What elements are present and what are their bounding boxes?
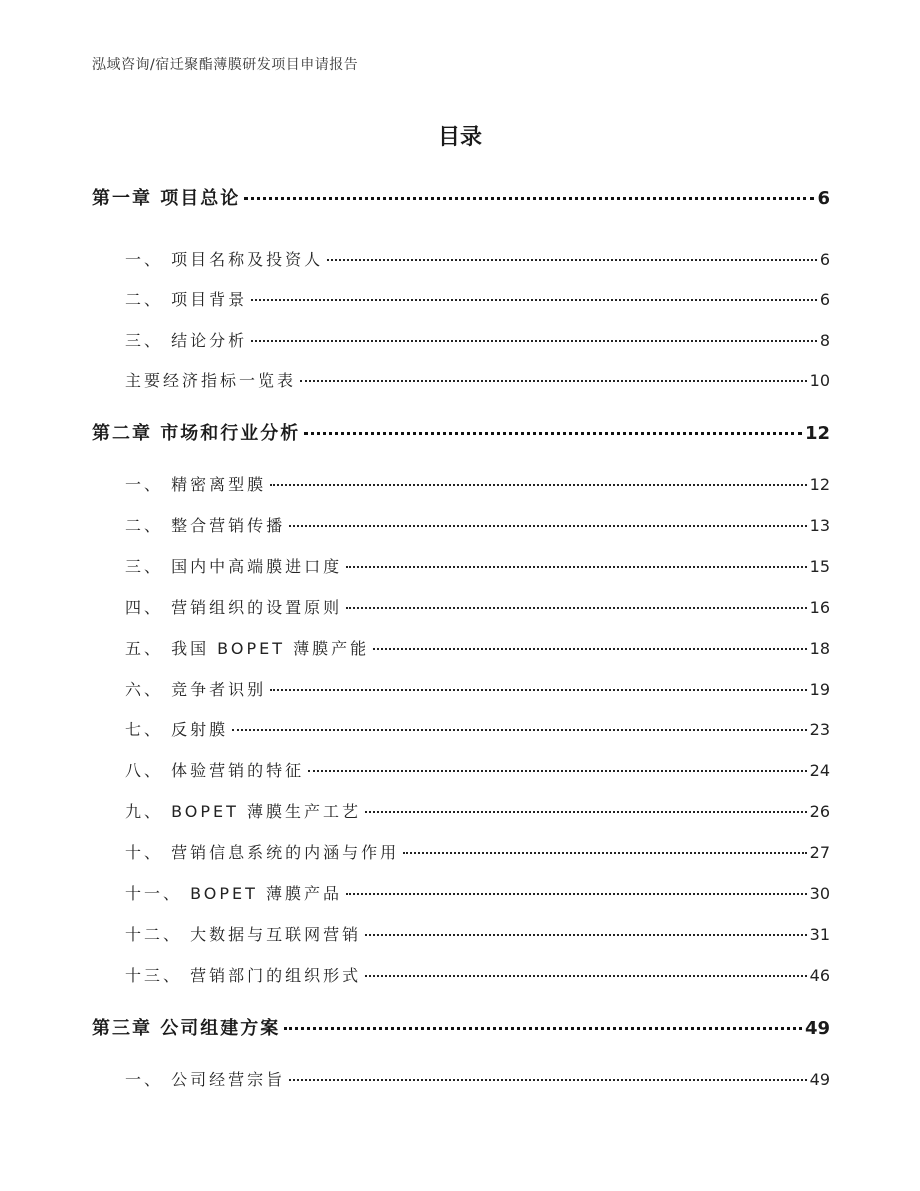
- toc-entry-page: 12: [809, 475, 830, 494]
- toc-entry-label: 十一、 BOPET 薄膜产品: [125, 884, 342, 903]
- toc-entry-label: 三、 结论分析: [125, 331, 248, 350]
- toc-entry-label: 一、 项目名称及投资人: [125, 250, 324, 269]
- toc-entry-label: 五、 我国 BOPET 薄膜产能: [125, 639, 370, 658]
- toc-entry-page: 49: [809, 1070, 830, 1089]
- toc-entry-label: 六、 竞争者识别: [125, 680, 267, 699]
- toc-entry-page: 26: [809, 802, 830, 821]
- toc-entry-chapter-3[interactable]: [92, 1014, 830, 1040]
- toc-entry-chapter-1[interactable]: [92, 184, 830, 210]
- toc-entry-page: 23: [809, 720, 830, 739]
- dot-leader: [365, 975, 807, 977]
- toc-entry-section[interactable]: [125, 677, 830, 703]
- toc-entry-label: 一、 精密离型膜: [125, 475, 267, 494]
- toc-entry-section[interactable]: [125, 799, 830, 825]
- toc-title: 目录: [437, 125, 482, 150]
- dot-leader: [270, 689, 807, 691]
- toc-entry-section[interactable]: [125, 472, 830, 498]
- toc-entry-label: 十、 营销信息系统的内涵与作用: [125, 843, 400, 862]
- toc-entry-page: 10: [809, 371, 830, 390]
- toc-entry-page: 27: [809, 843, 830, 862]
- dot-leader: [346, 607, 807, 609]
- toc-entry-section[interactable]: [125, 287, 830, 313]
- toc-entry-label: 主要经济指标一览表: [125, 371, 297, 390]
- toc-entry-section[interactable]: [125, 368, 830, 394]
- toc-entry-label: 八、 体验营销的特征: [125, 761, 305, 780]
- toc-entry-page: 13: [809, 516, 830, 535]
- toc-entry-page: 12: [804, 423, 830, 444]
- toc-entry-label: 七、 反射膜: [125, 720, 229, 739]
- toc-entry-page: 24: [809, 761, 830, 780]
- dot-leader: [244, 197, 814, 200]
- toc-entry-page: 15: [809, 557, 830, 576]
- toc-entry-chapter-2[interactable]: [92, 419, 830, 445]
- dot-leader: [251, 299, 817, 301]
- dot-leader: [403, 852, 807, 854]
- dot-leader: [251, 340, 817, 342]
- toc-entry-label: 十二、 大数据与互联网营销: [125, 925, 362, 944]
- toc-entry-page: 8: [819, 331, 830, 350]
- toc-entry-label: 二、 项目背景: [125, 290, 248, 309]
- toc-entry-section[interactable]: [125, 595, 830, 621]
- toc-entry-section[interactable]: [125, 247, 830, 273]
- toc-entry-section[interactable]: [125, 1067, 830, 1093]
- toc-entry-section[interactable]: [125, 840, 830, 866]
- toc-entry-section[interactable]: [125, 922, 830, 948]
- toc-entry-page: 31: [809, 925, 830, 944]
- toc-entry-section[interactable]: [125, 554, 830, 580]
- toc-entry-page: 6: [819, 250, 830, 269]
- dot-leader: [365, 934, 807, 936]
- dot-leader: [308, 770, 807, 772]
- toc-entry-page: 6: [817, 188, 830, 209]
- dot-leader: [270, 484, 807, 486]
- toc-entry-section[interactable]: [125, 963, 830, 989]
- dot-leader: [300, 380, 807, 382]
- toc-entry-label: 第一章 项目总论: [92, 188, 241, 209]
- dot-leader: [284, 1027, 802, 1030]
- toc-entry-page: 16: [809, 598, 830, 617]
- toc-entry-label: 十三、 营销部门的组织形式: [125, 966, 362, 985]
- toc-entry-page: 49: [804, 1018, 830, 1039]
- toc-entry-label: 三、 国内中高端膜进口度: [125, 557, 343, 576]
- dot-leader: [373, 648, 807, 650]
- dot-leader: [232, 729, 807, 731]
- toc-entry-page: 19: [809, 680, 830, 699]
- dot-leader: [327, 259, 817, 261]
- dot-leader: [346, 893, 807, 895]
- toc-entry-section[interactable]: [125, 717, 830, 743]
- toc-entry-label: 四、 营销组织的设置原则: [125, 598, 343, 617]
- dot-leader: [289, 525, 807, 527]
- toc-entry-label: 一、 公司经营宗旨: [125, 1070, 286, 1089]
- document-header: 泓域咨询/宿迁聚酯薄膜研发项目申请报告: [92, 57, 359, 73]
- toc-entry-page: 6: [819, 290, 830, 309]
- toc-entry-page: 18: [809, 639, 830, 658]
- dot-leader: [304, 432, 802, 435]
- toc-entry-section[interactable]: [125, 328, 830, 354]
- toc-entry-section[interactable]: [125, 881, 830, 907]
- toc-entry-section[interactable]: [125, 513, 830, 539]
- toc-entry-section[interactable]: [125, 636, 830, 662]
- toc-entry-page: 46: [809, 966, 830, 985]
- toc-entry-label: 二、 整合营销传播: [125, 516, 286, 535]
- toc-entry-label: 九、 BOPET 薄膜生产工艺: [125, 802, 361, 821]
- dot-leader: [289, 1079, 807, 1081]
- toc-entry-label: 第三章 公司组建方案: [92, 1018, 281, 1039]
- dot-leader: [346, 566, 807, 568]
- toc-entry-label: 第二章 市场和行业分析: [92, 423, 301, 444]
- dot-leader: [365, 811, 807, 813]
- toc-entry-section[interactable]: [125, 758, 830, 784]
- toc-entry-page: 30: [809, 884, 830, 903]
